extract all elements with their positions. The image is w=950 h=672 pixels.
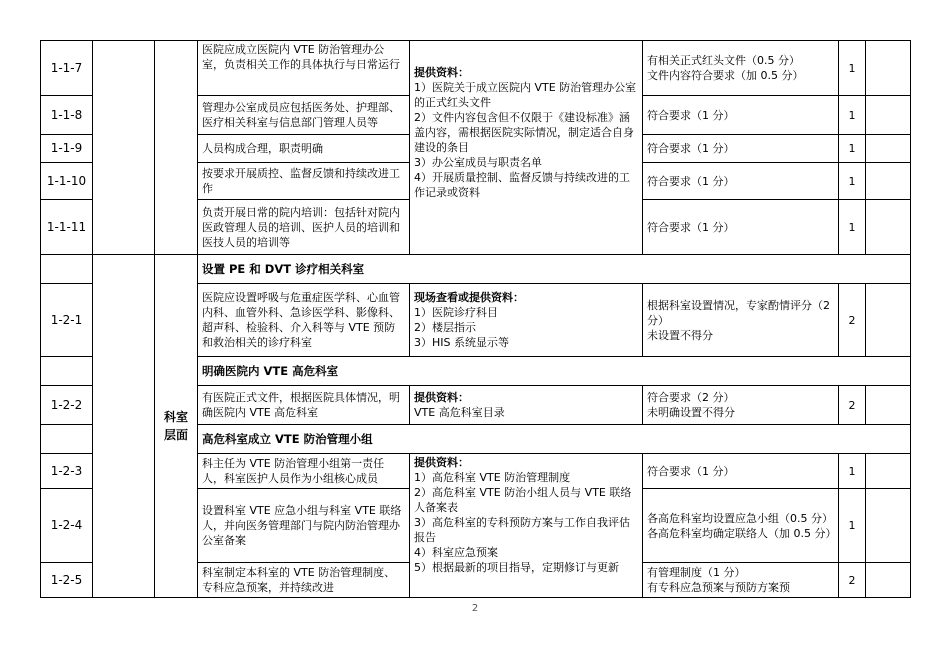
points: 1	[839, 489, 866, 563]
requirement-text: 人员构成合理，职责明确	[198, 135, 410, 163]
blank-cell	[866, 489, 911, 563]
evidence-line: 2）文件内容包含但不仅限于《建设标准》涵盖内容，需根据医院实际情况，制定适合自身建设的条目	[414, 111, 634, 154]
blank-cell	[866, 386, 911, 425]
evidence-line: 1）医院关于成立医院内 VTE 防治管理办公室的正式红头文件	[414, 81, 637, 109]
score-criteria: 符合要求（1 分）	[643, 163, 839, 200]
requirement-text: 有医院正式文件，根据医院具体情况，明确医院内 VTE 高危科室	[198, 386, 410, 425]
requirement-text: 负责开展日常的院内培训：包括针对院内医政管理人员的培训、医护人员的培训和医技人员的培训等	[198, 200, 410, 255]
evidence-line: 4）开展质量控制、监督反馈与持续改进的工作记录或资料	[414, 171, 630, 199]
evidence-line: 3）办公室成员与职责名单	[414, 156, 542, 169]
points: 1	[839, 41, 866, 96]
blank-cell	[866, 96, 911, 135]
blank-cell	[866, 41, 911, 96]
score-criteria: 符合要求（1 分）	[643, 96, 839, 135]
evidence-heading: 提供资料：	[414, 66, 469, 79]
requirement-text: 医院应设置呼吸与危重症医学科、心血管内科、血管外科、急诊医学科、影像科、超声科、检验科、介入科等与 VTE 预防和救治相关的诊疗科室	[198, 284, 410, 357]
points: 1	[839, 454, 866, 489]
row-id: 1-2-2	[41, 386, 93, 425]
score-criteria: 有管理制度（1 分） 有专科应急预案与预防方案预	[643, 563, 839, 598]
blank-cell	[866, 563, 911, 598]
requirement-text: 医院应成立医院内 VTE 防治管理办公室，负责相关工作的具体执行与日常运行	[198, 41, 410, 96]
blank-cell	[866, 200, 911, 255]
level-label: 科室 层面	[155, 255, 198, 598]
row-id: 1-2-4	[41, 489, 93, 563]
section-heading: 明确医院内 VTE 高危科室	[198, 357, 911, 386]
points: 1	[839, 200, 866, 255]
blank-cell	[866, 135, 911, 163]
page-number: 2	[471, 603, 479, 614]
row-id: 1-1-10	[41, 163, 93, 200]
score-criteria: 符合要求（2 分） 未明确设置不得分	[643, 386, 839, 425]
section-heading: 高危科室成立 VTE 防治管理小组	[198, 425, 911, 454]
requirement-text: 科室制定本科室的 VTE 防治管理制度、专科应急预案，并持续改进	[198, 563, 410, 598]
points: 2	[839, 386, 866, 425]
row-id: 1-2-5	[41, 563, 93, 598]
score-criteria: 有相关正式红头文件（0.5 分） 文件内容符合要求（加 0.5 分）	[643, 41, 839, 96]
evaluation-table	[40, 40, 911, 598]
row-id: 1-1-7	[41, 41, 93, 96]
row-id: 1-2-3	[41, 454, 93, 489]
evidence-cell: 现场查看或提供资料： 1）医院诊疗科目 2）楼层指示 3）HIS 系统显示等	[410, 284, 643, 357]
blank-cell	[41, 425, 93, 454]
blank-cell	[41, 357, 93, 386]
score-criteria: 符合要求（1 分）	[643, 454, 839, 489]
score-criteria: 各高危科室均设置应急小组（0.5 分） 各高危科室均确定联络人（加 0.5 分）	[643, 489, 839, 563]
blank-cell	[155, 41, 198, 255]
blank-cell	[41, 255, 93, 284]
score-criteria: 根据科室设置情况，专家酌情评分（2 分） 未设置不得分	[643, 284, 839, 357]
points: 1	[839, 135, 866, 163]
requirement-text: 科主任为 VTE 防治管理小组第一责任人，科室医护人员作为小组核心成员	[198, 454, 410, 489]
points: 2	[839, 563, 866, 598]
points: 1	[839, 163, 866, 200]
evidence-cell-c: 提供资料： 1）高危科室 VTE 防治管理制度 2）高危科室 VTE 防治小组人员与 VTE 联络人备案表 3）高危科室的专科预防方案与工作自我评估报告 4）科室应急预案 5）根据最新的项目指导，定期修订与更新	[410, 454, 643, 598]
row-id: 1-1-9	[41, 135, 93, 163]
evidence-cell: 提供资料： VTE 高危科室目录	[410, 386, 643, 425]
blank-cell	[866, 454, 911, 489]
points: 2	[839, 284, 866, 357]
blank-cell	[93, 255, 155, 598]
requirement-text: 设置科室 VTE 应急小组与科室 VTE 联络人，并向医务管理部门与院内防治管理办公室备案	[198, 489, 410, 563]
row-id: 1-2-1	[41, 284, 93, 357]
blank-cell	[866, 284, 911, 357]
score-criteria: 符合要求（1 分）	[643, 200, 839, 255]
evidence-cell-a	[410, 41, 643, 255]
requirement-text: 按要求开展质控、监督反馈和持续改进工作	[198, 163, 410, 200]
points: 1	[839, 96, 866, 135]
row-id: 1-1-11	[41, 200, 93, 255]
row-id: 1-1-8	[41, 96, 93, 135]
score-criteria: 符合要求（1 分）	[643, 135, 839, 163]
blank-cell	[93, 41, 155, 255]
section-heading: 设置 PE 和 DVT 诊疗相关科室	[198, 255, 911, 284]
blank-cell	[866, 163, 911, 200]
requirement-text: 管理办公室成员应包括医务处、护理部、医疗相关科室与信息部门管理人员等	[198, 96, 410, 135]
